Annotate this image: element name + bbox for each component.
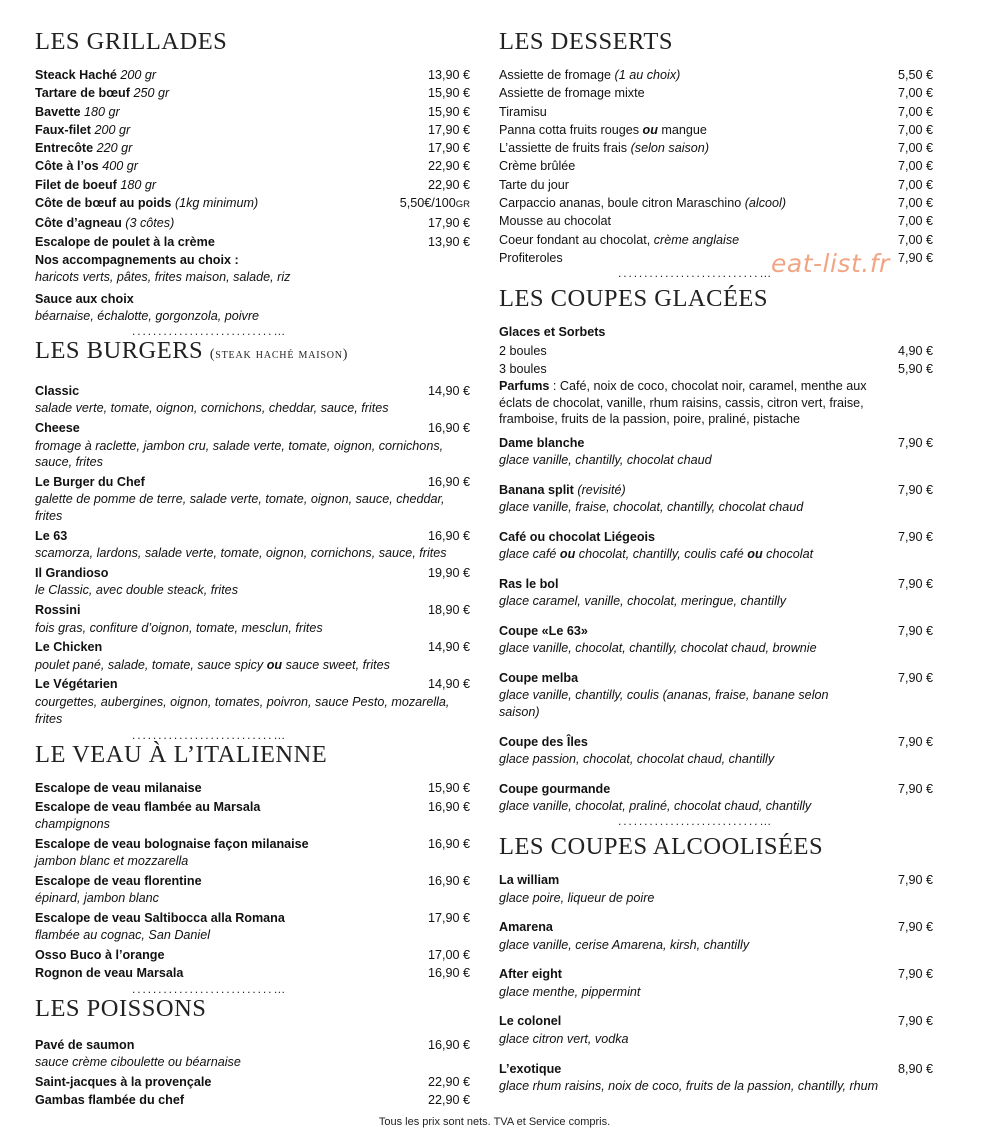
menu-item: Faux-filet 200 gr 17,90 € bbox=[35, 121, 470, 139]
menu-item: Osso Buco à l’orange 17,00 € bbox=[35, 946, 470, 964]
menu-item: L’assiette de fruits frais (selon saison) 7,00 € bbox=[499, 139, 933, 157]
menu-item: Coupe melba 7,90 € glace vanille, chantilly, coulis (ananas, fraise, banane selon saison) bbox=[499, 671, 933, 720]
menu-item: Saint-jacques à la provençale 22,90 € bbox=[35, 1073, 470, 1091]
accompaniments-desc: haricots verts, pâtes, frites maison, salade, riz bbox=[35, 270, 291, 285]
menu-item: Panna cotta fruits rouges ou mangue 7,00 € bbox=[499, 121, 933, 139]
footer-note: Tous les prix sont nets. TVA et Service compris. bbox=[378, 1116, 611, 1128]
desserts-list bbox=[499, 66, 933, 267]
veau-list bbox=[35, 779, 470, 982]
price: 5,50€/100GR bbox=[399, 196, 470, 211]
menu-item: Escalope de veau flambée au Marsala 16,90 € champignons bbox=[35, 799, 470, 831]
watermark-logo: eat-list.fr bbox=[771, 249, 890, 278]
menu-item: 3 boules 5,90 € bbox=[499, 360, 933, 378]
price: 16,90 € bbox=[427, 1037, 470, 1052]
price: 15,90 € bbox=[427, 781, 470, 796]
price: 13,90 € bbox=[427, 234, 470, 249]
price: 14,90 € bbox=[427, 677, 470, 692]
parfums: Parfums : Café, noix de coco, chocolat noir, caramel, menthe aux éclats de chocolat, vanille, rhum raisins, cassis, citron vert, fraise, framboise, fruits de la passion, poire, praliné, pistache bbox=[499, 379, 867, 427]
price: 7,00 € bbox=[897, 104, 933, 119]
price: 7,00 € bbox=[897, 214, 933, 229]
menu-item: Le 63 16,90 € scamorza, lardons, salade verte, tomate, oignon, cornichons, sauce, frites bbox=[35, 529, 470, 561]
price: 7,90 € bbox=[897, 873, 933, 888]
price: 16,90 € bbox=[427, 475, 470, 490]
section-divider: ...........................… bbox=[618, 266, 774, 281]
price: 7,90 € bbox=[897, 967, 933, 982]
section-title-desserts: LES DESSERTS bbox=[499, 28, 674, 55]
price: 13,90 € bbox=[427, 68, 470, 82]
alcoolisees-list bbox=[499, 871, 933, 1094]
grillades-list bbox=[35, 66, 470, 325]
price: 17,90 € bbox=[427, 141, 470, 156]
menu-item: Amarena 7,90 € glace vanille, cerise Amarena, kirsh, chantilly bbox=[499, 920, 933, 952]
menu-item: Bavette 180 gr 15,90 € bbox=[35, 103, 470, 121]
section-divider: ...........................… bbox=[618, 814, 774, 829]
section-divider: ...........................… bbox=[132, 728, 288, 743]
menu-item: Entrecôte 220 gr 17,90 € bbox=[35, 139, 470, 157]
menu-item: Tiramisu 7,00 € bbox=[499, 103, 933, 121]
price: 7,00 € bbox=[897, 159, 933, 174]
menu-item: Escalope de veau florentine 16,90 € épinard, jambon blanc bbox=[35, 873, 470, 906]
menu-item: Le colonel 7,90 € glace citron vert, vodka bbox=[499, 1014, 933, 1046]
price: 7,00 € bbox=[897, 196, 933, 211]
price: 22,90 € bbox=[427, 1074, 470, 1089]
menu-item: Escalope de veau Saltibocca alla Romana 17,90 € flambée au cognac, San Daniel bbox=[35, 910, 470, 943]
section-divider: ...........................… bbox=[132, 981, 288, 996]
price: 16,90 € bbox=[427, 966, 470, 981]
menu-item: Il Grandioso 19,90 € le Classic, avec double steack, frites bbox=[35, 566, 470, 598]
price: 18,90 € bbox=[427, 603, 470, 618]
price: 16,90 € bbox=[427, 836, 470, 851]
menu-item: Carpaccio ananas, boule citron Maraschino (alcool) 7,00 € bbox=[499, 194, 933, 212]
burgers-list bbox=[35, 382, 470, 727]
sauce-desc: béarnaise, échalotte, gorgonzola, poivre bbox=[35, 309, 260, 324]
price: 7,90 € bbox=[897, 671, 933, 686]
price: 17,90 € bbox=[427, 122, 470, 137]
accompaniments-title: Nos accompagnements au choix : bbox=[35, 252, 239, 267]
price: 7,90 € bbox=[897, 735, 933, 750]
menu-item: Mousse au chocolat 7,00 € bbox=[499, 212, 933, 230]
menu-item: Coeur fondant au chocolat, crème anglaise 7,00 € bbox=[499, 231, 933, 249]
menu-item: Gambas flambée du chef 22,90 € bbox=[35, 1091, 470, 1109]
menu-item: Pavé de saumon 16,90 € sauce crème ciboulette ou béarnaise bbox=[35, 1037, 470, 1069]
price: 7,90 € bbox=[897, 624, 933, 639]
menu-item: Profiteroles 7,90 € bbox=[499, 249, 933, 267]
price: 22,90 € bbox=[427, 159, 470, 174]
menu-item: Assiette de fromage (1 au choix) 5,50 € bbox=[499, 66, 933, 84]
section-title-veau: LE VEAU À L’ITALIENNE bbox=[35, 741, 328, 769]
price: 7,90 € bbox=[897, 782, 933, 797]
poissons-list bbox=[35, 1036, 470, 1110]
menu-item: Côte de bœuf au poids (1kg minimum) 5,50€/100GR bbox=[35, 194, 470, 214]
menu-item: Escalope de poulet à la crème 13,90 € bbox=[35, 233, 470, 251]
price: 19,90 € bbox=[427, 566, 470, 581]
menu-item: Café ou chocolat Liégeois 7,90 € glace café ou chocolat, chantilly, coulis café ou chocolat bbox=[499, 529, 933, 562]
price: 17,90 € bbox=[427, 910, 470, 925]
price: 7,90 € bbox=[897, 920, 933, 935]
menu-item: Côte d’agneau (3 côtes) 17,90 € bbox=[35, 214, 470, 232]
menu-item: Dame blanche 7,90 € glace vanille, chantilly, chocolat chaud bbox=[499, 435, 933, 467]
price: 16,90 € bbox=[427, 873, 470, 888]
price: 7,90 € bbox=[897, 250, 933, 265]
price: 7,90 € bbox=[897, 576, 933, 591]
price: 7,00 € bbox=[897, 232, 933, 247]
menu-item: Crème brûlée 7,00 € bbox=[499, 157, 933, 175]
price: 7,90 € bbox=[897, 1014, 933, 1029]
price: 16,90 € bbox=[427, 421, 470, 436]
menu-item: Classic 14,90 € salade verte, tomate, oignon, cornichons, cheddar, sauce, frites bbox=[35, 384, 470, 416]
section-title-coupes-alcoolisees: LES COUPES ALCOOLISÉES bbox=[499, 833, 824, 861]
section-subtitle: (steak haché maison) bbox=[209, 347, 349, 363]
section-title-coupes-glacees: LES COUPES GLACÉES bbox=[499, 285, 769, 313]
price: 15,90 € bbox=[427, 104, 470, 119]
price: 14,90 € bbox=[427, 640, 470, 655]
menu-item: Rognon de veau Marsala 16,90 € bbox=[35, 964, 470, 982]
price: 7,00 € bbox=[897, 86, 933, 101]
menu-item: La william 7,90 € glace poire, liqueur de poire bbox=[499, 873, 933, 905]
menu-item: Côte à l’os 400 gr 22,90 € bbox=[35, 157, 470, 175]
price: 16,90 € bbox=[427, 799, 470, 814]
menu-item: Banana split (revisité) 7,90 € glace vanille, fraise, chocolat, chantilly, chocolat chaud bbox=[499, 482, 933, 515]
price: 15,90 € bbox=[427, 86, 470, 101]
menu-item: Steack Haché 200 gr 13,90 € bbox=[35, 66, 470, 84]
accompaniments bbox=[35, 251, 470, 286]
menu-item: Le Végétarien 14,90 € courgettes, aubergines, oignon, tomates, poivron, sauce Pesto, mozarella, frites bbox=[35, 677, 470, 726]
price: 16,90 € bbox=[427, 529, 470, 544]
price: 7,90 € bbox=[897, 529, 933, 544]
menu-item: 2 boules 4,90 € bbox=[499, 342, 933, 360]
price: 7,90 € bbox=[897, 482, 933, 497]
price: 8,90 € bbox=[897, 1061, 933, 1076]
section-title-burgers: LES BURGERS (steak haché maison) bbox=[35, 337, 349, 365]
glaces-title: Glaces et Sorbets bbox=[499, 325, 606, 340]
menu-item: Ras le bol 7,90 € glace caramel, vanille, chocolat, meringue, chantilly bbox=[499, 576, 933, 609]
menu-item: Coupe gourmande 7,90 € glace vanille, chocolat, praliné, chocolat chaud, chantilly bbox=[499, 782, 933, 814]
menu-item: Cheese 16,90 € fromage à raclette, jambon cru, salade verte, tomate, oignon, cornichons, sauce, frites bbox=[35, 421, 470, 470]
menu-item: Assiette de fromage mixte 7,00 € bbox=[499, 84, 933, 102]
menu-item: Le Burger du Chef 16,90 € galette de pomme de terre, salade verte, tomate, oignon, sauce, cheddar, frites bbox=[35, 475, 470, 524]
menu-item: After eight 7,90 € glace menthe, pippermint bbox=[499, 967, 933, 999]
price: 17,00 € bbox=[427, 947, 470, 962]
price: 7,90 € bbox=[897, 435, 933, 450]
menu-item: Filet de boeuf 180 gr 22,90 € bbox=[35, 176, 470, 194]
sauce-title: Sauce aux choix bbox=[35, 292, 134, 307]
section-title-grillades: LES GRILLADES bbox=[35, 28, 228, 55]
price: 7,00 € bbox=[897, 122, 933, 137]
price: 14,90 € bbox=[427, 384, 470, 399]
menu-item: L’exotique 8,90 € glace rhum raisins, noix de coco, fruits de la passion, chantilly, rhum bbox=[499, 1061, 933, 1093]
price: 7,00 € bbox=[897, 141, 933, 156]
menu-item: Le Chicken 14,90 € poulet pané, salade, tomate, sauce spicy ou sauce sweet, frites bbox=[35, 640, 470, 672]
price: 7,00 € bbox=[897, 177, 933, 192]
price: 17,90 € bbox=[427, 216, 470, 231]
menu-item: Tartare de bœuf 250 gr 15,90 € bbox=[35, 84, 470, 102]
menu-item: Rossini 18,90 € fois gras, confiture d’oignon, tomate, mesclun, frites bbox=[35, 603, 470, 635]
price: 22,90 € bbox=[427, 177, 470, 192]
menu-item: Escalope de veau bolognaise façon milanaise 16,90 € jambon blanc et mozzarella bbox=[35, 836, 470, 868]
price: 22,90 € bbox=[427, 1092, 470, 1107]
section-title-poissons: LES POISSONS bbox=[35, 994, 207, 1022]
price: 5,50 € bbox=[897, 68, 933, 82]
menu-item: Coupe des Îles 7,90 € glace passion, chocolat, chocolat chaud, chantilly bbox=[499, 735, 933, 767]
glacees-list bbox=[499, 323, 933, 815]
section-divider: ...........................… bbox=[132, 324, 288, 339]
left-column bbox=[35, 0, 470, 1109]
sauces bbox=[35, 290, 470, 325]
menu-item: Tarte du jour 7,00 € bbox=[499, 176, 933, 194]
price: 5,90 € bbox=[897, 361, 933, 376]
menu-item: Coupe «Le 63» 7,90 € glace vanille, chocolat, chantilly, chocolat chaud, brownie bbox=[499, 624, 933, 656]
price: 4,90 € bbox=[897, 343, 933, 358]
right-column bbox=[499, 0, 933, 1095]
menu-item: Escalope de veau milanaise 15,90 € bbox=[35, 779, 470, 797]
